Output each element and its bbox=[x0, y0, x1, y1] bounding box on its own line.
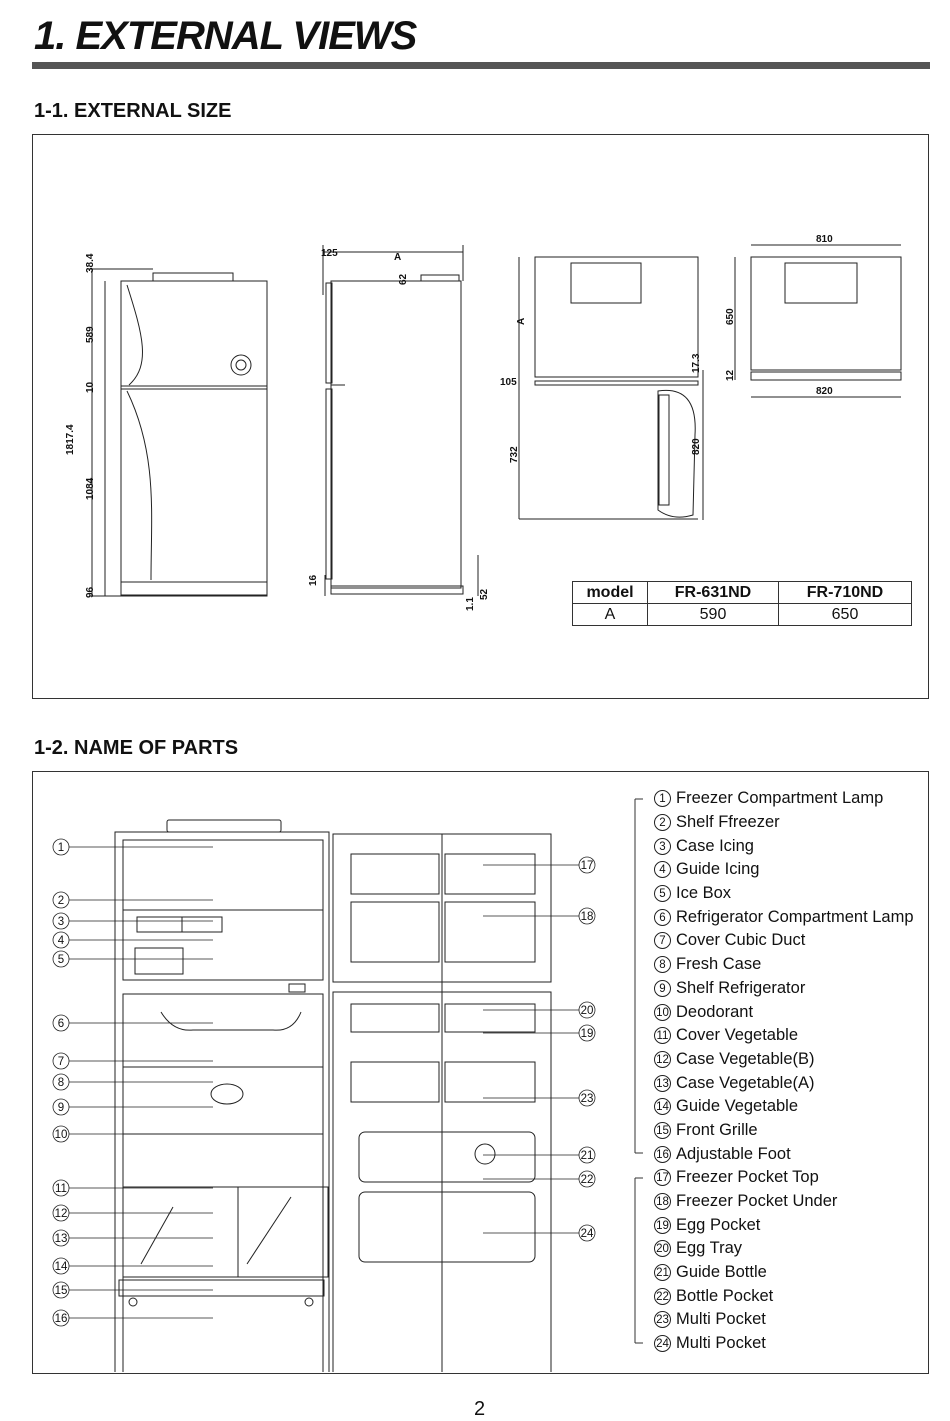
dim-open-732: 732 bbox=[509, 446, 520, 463]
part-name: Refrigerator Compartment Lamp bbox=[676, 907, 914, 926]
parts-list-item bbox=[654, 1024, 914, 1048]
callout-label: 2 bbox=[57, 895, 65, 907]
callout-label: 8 bbox=[57, 1077, 65, 1089]
model-table bbox=[572, 581, 912, 626]
callout-label: 4 bbox=[57, 935, 65, 947]
dim-closed-810: 810 bbox=[816, 234, 833, 245]
parts-list-item bbox=[654, 1071, 914, 1095]
parts-list-item bbox=[654, 953, 914, 977]
model-table-cell: A bbox=[573, 604, 648, 626]
part-name: Multi Pocket bbox=[676, 1334, 766, 1353]
dim-side-a: A bbox=[394, 252, 402, 263]
part-name: Bottle Pocket bbox=[676, 1286, 774, 1305]
part-name: Freezer Compartment Lamp bbox=[676, 789, 884, 808]
callouts-right bbox=[483, 857, 595, 1241]
parts-list-item bbox=[654, 811, 914, 835]
part-number-badge: 19 bbox=[654, 1217, 671, 1234]
callout-label: 15 bbox=[54, 1285, 68, 1297]
dim-front-10: 10 bbox=[85, 381, 96, 393]
section-heading-external-size: 1-1. EXTERNAL SIZE bbox=[34, 100, 232, 122]
parts-list-item bbox=[654, 834, 914, 858]
dim-open-105: 105 bbox=[500, 377, 517, 388]
parts-list-item bbox=[654, 1095, 914, 1119]
callout-label: 13 bbox=[54, 1233, 68, 1245]
callout-label: 18 bbox=[580, 911, 594, 923]
parts-list-item bbox=[654, 1213, 914, 1237]
dim-side-125: 125 bbox=[321, 248, 338, 259]
part-number-badge: 15 bbox=[654, 1122, 671, 1139]
parts-list-item bbox=[654, 1142, 914, 1166]
dim-open-17-3: 17.3 bbox=[691, 353, 702, 373]
part-name: Case Icing bbox=[676, 836, 754, 855]
callout-label: 23 bbox=[580, 1093, 594, 1105]
part-number-badge: 10 bbox=[654, 1004, 671, 1021]
parts-list-item bbox=[654, 1048, 914, 1072]
callout-label: 24 bbox=[580, 1228, 594, 1240]
callout-label: 9 bbox=[57, 1102, 65, 1114]
parts-drawing bbox=[33, 772, 643, 1372]
model-table-header: FR-710ND bbox=[779, 582, 912, 604]
part-name: Shelf Ffreezer bbox=[676, 813, 780, 832]
dim-side-62: 62 bbox=[398, 273, 409, 285]
callout-label: 14 bbox=[54, 1261, 68, 1273]
dim-closed-650: 650 bbox=[725, 308, 736, 325]
parts-list-item bbox=[654, 882, 914, 906]
callout-label: 3 bbox=[57, 916, 65, 928]
parts-list-item bbox=[654, 905, 914, 929]
model-table-row bbox=[573, 604, 912, 626]
part-name: Multi Pocket bbox=[676, 1310, 766, 1329]
callouts-left bbox=[53, 839, 213, 1326]
parts-list-item bbox=[654, 1190, 914, 1214]
dim-front-589: 589 bbox=[85, 326, 96, 343]
parts-list bbox=[654, 787, 914, 1356]
dim-front-96: 96 bbox=[85, 586, 96, 598]
part-name: Cover Cubic Duct bbox=[676, 931, 806, 950]
part-name: Freezer Pocket Top bbox=[676, 1168, 819, 1187]
part-name: Case Vegetable(A) bbox=[676, 1073, 815, 1092]
part-name: Case Vegetable(B) bbox=[676, 1049, 815, 1068]
dim-open-820: 820 bbox=[691, 438, 702, 455]
dim-side-1-1: 1.1 bbox=[465, 597, 476, 611]
model-table-cell: 590 bbox=[648, 604, 779, 626]
part-number-badge: 1 bbox=[654, 790, 671, 807]
part-name: Front Grille bbox=[676, 1120, 758, 1139]
part-name: Shelf Refrigerator bbox=[676, 978, 806, 997]
part-number-badge: 22 bbox=[654, 1288, 671, 1305]
title-rule bbox=[32, 62, 930, 69]
parts-list-item bbox=[654, 1284, 914, 1308]
part-number-badge: 16 bbox=[654, 1146, 671, 1163]
model-table-header: model bbox=[573, 582, 648, 604]
model-table-header-row bbox=[573, 582, 912, 604]
dim-side-52: 52 bbox=[479, 588, 490, 600]
page-number: 2 bbox=[474, 1398, 486, 1420]
callout-label: 10 bbox=[54, 1129, 68, 1141]
callout-label: 20 bbox=[580, 1005, 594, 1017]
dim-closed-820: 820 bbox=[816, 386, 833, 397]
parts-list-item bbox=[654, 1166, 914, 1190]
part-number-badge: 14 bbox=[654, 1098, 671, 1115]
dim-closed-12: 12 bbox=[725, 369, 736, 381]
part-name: Freezer Pocket Under bbox=[676, 1192, 838, 1211]
parts-list-item bbox=[654, 1119, 914, 1143]
dim-front-1084: 1084 bbox=[85, 477, 96, 500]
part-name: Egg Pocket bbox=[676, 1215, 761, 1234]
part-number-badge: 7 bbox=[654, 932, 671, 949]
callout-label: 5 bbox=[57, 954, 65, 966]
parts-list-item bbox=[654, 1332, 914, 1356]
parts-list-item bbox=[654, 1237, 914, 1261]
part-number-badge: 12 bbox=[654, 1051, 671, 1068]
parts-list-item bbox=[654, 1261, 914, 1285]
part-name: Fresh Case bbox=[676, 955, 762, 974]
section-heading-name-of-parts: 1-2. NAME OF PARTS bbox=[34, 737, 239, 759]
callout-label: 19 bbox=[580, 1028, 594, 1040]
model-table-cell: 650 bbox=[779, 604, 912, 626]
parts-list-item bbox=[654, 858, 914, 882]
part-number-badge: 5 bbox=[654, 885, 671, 902]
part-number-badge: 11 bbox=[654, 1027, 671, 1044]
dim-side-16: 16 bbox=[308, 574, 319, 586]
callout-label: 6 bbox=[57, 1018, 65, 1030]
dim-open-a: A bbox=[516, 317, 527, 325]
part-number-badge: 6 bbox=[654, 909, 671, 926]
callout-label: 12 bbox=[54, 1208, 68, 1220]
part-number-badge: 8 bbox=[654, 956, 671, 973]
parts-list-item bbox=[654, 977, 914, 1001]
part-number-badge: 4 bbox=[654, 861, 671, 878]
part-name: Ice Box bbox=[676, 884, 732, 903]
part-number-badge: 9 bbox=[654, 980, 671, 997]
callout-label: 21 bbox=[580, 1150, 594, 1162]
part-number-badge: 18 bbox=[654, 1193, 671, 1210]
callout-label: 17 bbox=[580, 860, 594, 872]
part-name: Cover Vegetable bbox=[676, 1026, 799, 1045]
parts-list-item bbox=[654, 787, 914, 811]
parts-list-item bbox=[654, 1000, 914, 1024]
part-number-badge: 17 bbox=[654, 1169, 671, 1186]
part-number-badge: 2 bbox=[654, 814, 671, 831]
part-number-badge: 23 bbox=[654, 1311, 671, 1328]
parts-list-item bbox=[654, 929, 914, 953]
part-name: Adjustable Foot bbox=[676, 1144, 791, 1163]
dim-front-total: 1817.4 bbox=[65, 424, 76, 455]
model-table-header: FR-631ND bbox=[648, 582, 779, 604]
part-name: Guide Bottle bbox=[676, 1263, 767, 1282]
part-number-badge: 24 bbox=[654, 1335, 671, 1352]
callout-label: 1 bbox=[57, 842, 65, 854]
part-name: Egg Tray bbox=[676, 1239, 743, 1258]
callout-label: 22 bbox=[580, 1174, 594, 1186]
part-number-badge: 13 bbox=[654, 1075, 671, 1092]
callout-label: 7 bbox=[57, 1056, 65, 1068]
page-title: 1. EXTERNAL VIEWS bbox=[34, 14, 417, 58]
part-number-badge: 21 bbox=[654, 1264, 671, 1281]
dim-front-38: 38.4 bbox=[85, 253, 96, 273]
part-name: Guide Icing bbox=[676, 860, 760, 879]
callout-label: 11 bbox=[55, 1183, 67, 1195]
part-name: Deodorant bbox=[676, 1002, 754, 1021]
callout-label: 16 bbox=[54, 1313, 68, 1325]
part-number-badge: 3 bbox=[654, 838, 671, 855]
part-name: Guide Vegetable bbox=[676, 1097, 799, 1116]
parts-list-item bbox=[654, 1308, 914, 1332]
part-number-badge: 20 bbox=[654, 1240, 671, 1257]
